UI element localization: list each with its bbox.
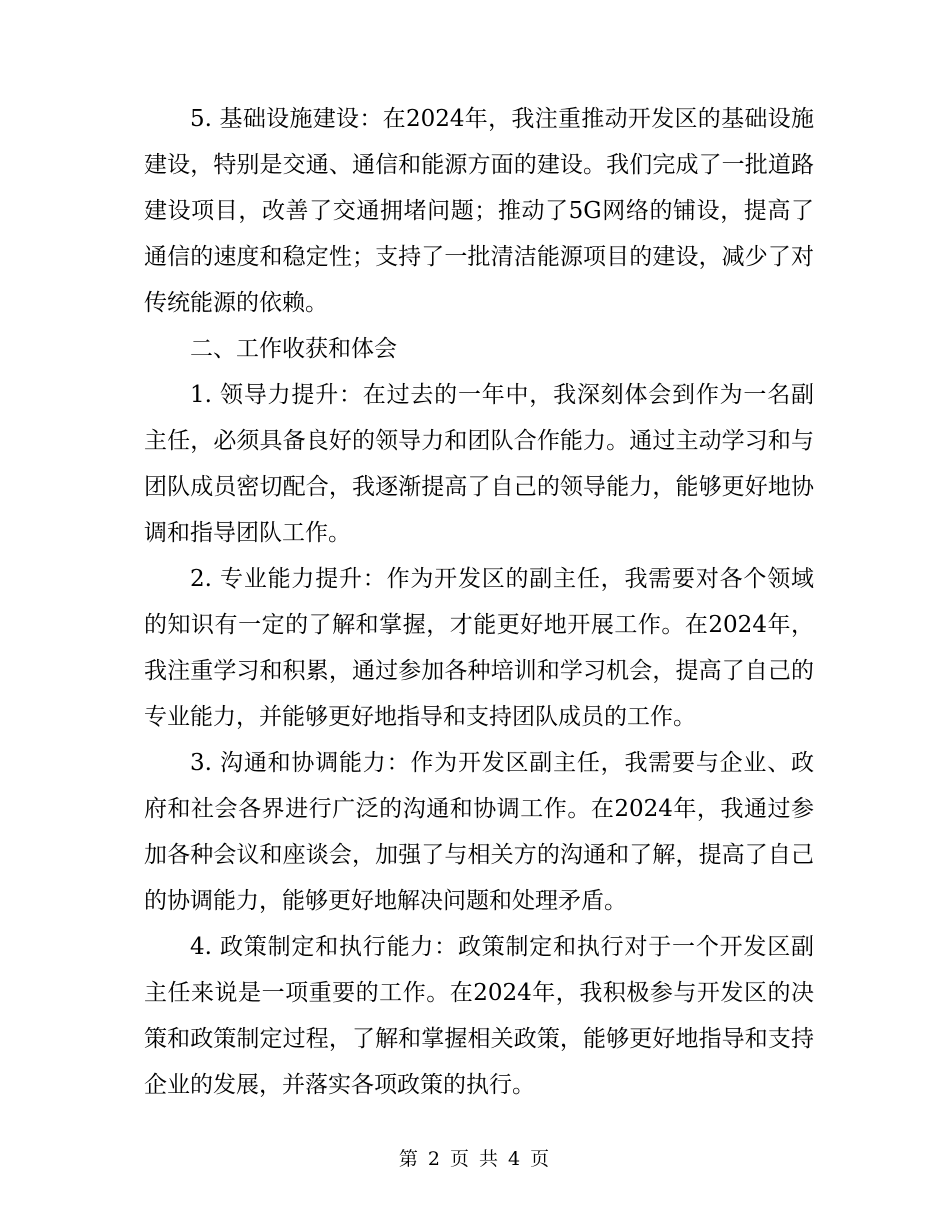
page-number-footer: 第 2 页 共 4 页: [398, 1148, 552, 1170]
document-body: [144, 96, 814, 1108]
paragraph-communication: 3. 沟通和协调能力：作为开发区副主任，我需要与企业、政府和社会各界进行广泛的沟通和协调工作。在2024年，我通过参加各种会议和座谈会，加强了与相关方的沟通和了解，提高了自己的协调能力，能够更好地解决问题和处理矛盾。: [144, 750, 814, 914]
paragraph-professional-ability: 2. 专业能力提升：作为开发区的副主任，我需要对各个领域的知识有一定的了解和掌握，才能更好地开展工作。在2024年，我注重学习和积累，通过参加各种培训和学习机会，提高了自己的专业能力，并能够更好地指导和支持团队成员的工作。: [144, 566, 814, 730]
paragraph-infrastructure: 5. 基础设施建设：在2024年，我注重推动开发区的基础设施建设，特别是交通、通信和能源方面的建设。我们完成了一批道路建设项目，改善了交通拥堵问题；推动了5G网络的铺设，提高了通信的速度和稳定性；支持了一批清洁能源项目的建设，减少了对传统能源的依赖。: [144, 106, 814, 316]
section-heading-gains: 二、工作收获和体会: [190, 336, 397, 362]
paragraph-leadership: 1. 领导力提升：在过去的一年中，我深刻体会到作为一名副主任，必须具备良好的领导力和团队合作能力。通过主动学习和与团队成员密切配合，我逐渐提高了自己的领导能力，能够更好地协调和指导团队工作。: [144, 382, 814, 546]
paragraph-policy: 4. 政策制定和执行能力：政策制定和执行对于一个开发区副主任来说是一项重要的工作。在2024年，我积极参与开发区的决策和政策制定过程，了解和掌握相关政策，能够更好地指导和支持企业的发展，并落实各项政策的执行。: [144, 934, 814, 1098]
